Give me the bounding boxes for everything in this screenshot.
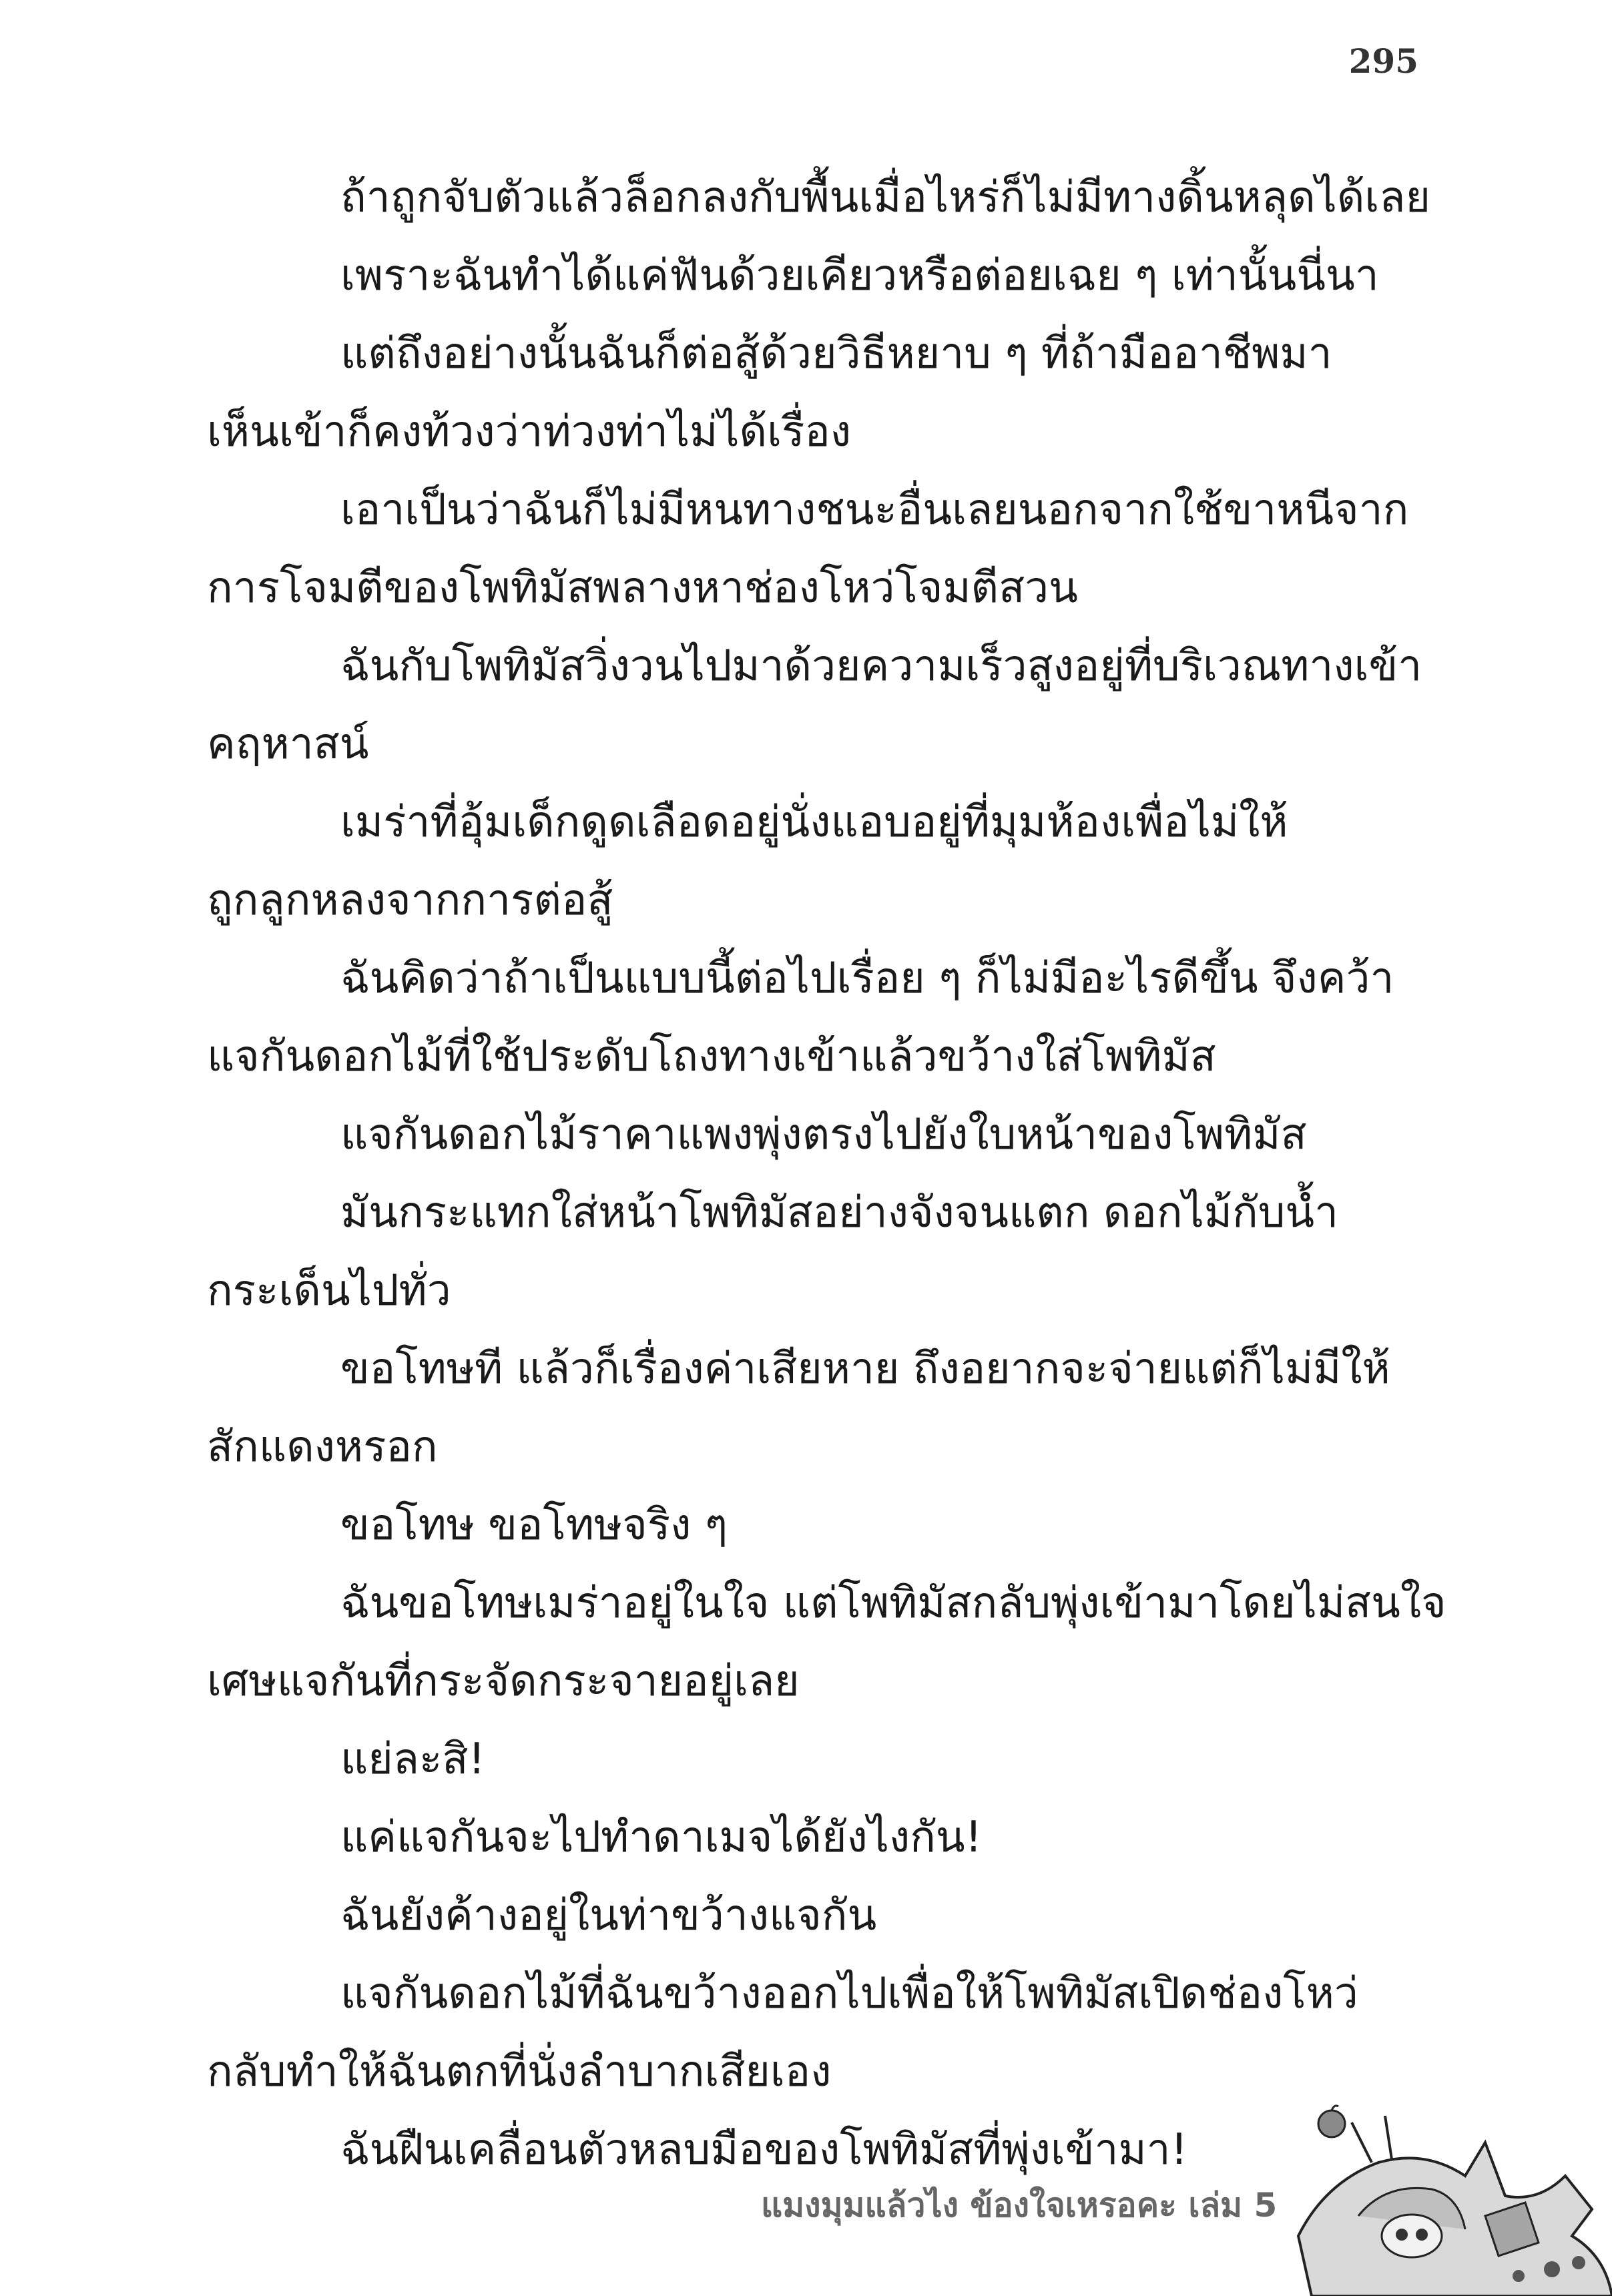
paragraph [207,237,1408,315]
text-line: ถ้าถูกจับตัวแล้วล็อกลงกับพื้นเมื่อไหร่ก็ไม่มีทางดิ้นหลุดได้เลย [340,173,1430,222]
page-number: 295 [1348,41,1418,81]
text-line: เอาเป็นว่าฉันก็ไม่มีหนทางชนะอื่นเลยนอกจากใช้ขาหนีจาก [340,485,1409,535]
text-line: ขอโทษ ขอโทษจริง ๆ [340,1500,728,1550]
text-line: ฉันยังค้างอยู่ในท่าขว้างแจกัน [340,1891,877,1940]
text-line: การโจมตีของโพทิมัสพลางหาช่องโหว่โจมตีสวน [207,563,1078,613]
text-line: แจกันดอกไม้ที่ฉันขว้างออกไปเพื่อให้โพทิมัสเปิดช่องโหว่ [340,1969,1358,2018]
paragraph [207,1096,1408,1174]
paragraph [207,1330,1408,1486]
text-line: มันกระแทกใส่หน้าโพทิมัสอย่างจังจนแตก ดอกไม้กับน้ำ [340,1188,1339,1237]
paragraph [207,471,1408,627]
paragraph [207,1486,1408,1564]
paragraph [207,1564,1446,1721]
text-line: แค่แจกันจะไปทำดาเมจได้ยังไงกัน! [340,1813,983,1862]
text-line: แต่ถึงอย่างนั้นฉันก็ต่อสู้ด้วยวิธีหยาบ ๆ ที่ถ้ามืออาชีพมา [340,329,1332,378]
text-line: กระเด็นไปทั่ว [207,1266,451,1316]
paragraph [207,940,1408,1096]
text-line: ขอโทษที แล้วก็เรื่องค่าเสียหาย ถึงอยากจะจ่ายแต่ก็ไม่มีให้ [340,1344,1390,1394]
paragraph [207,1955,1408,2111]
text-line: เมร่าที่อุ้มเด็กดูดเลือดอยู่นั่งแอบอยู่ที่มุมห้องเพื่อไม่ให้ [340,798,1288,847]
paragraph [207,627,1422,784]
text-line: แจกันดอกไม้ราคาแพงพุ่งตรงไปยังใบหน้าของโพทิมัส [340,1110,1307,1159]
paragraph [207,784,1408,940]
text-line: เห็นเข้าก็คงท้วงว่าท่วงท่าไม่ได้เรื่อง [207,407,851,457]
spider-mascot-icon [1285,2102,1612,2296]
body-text [207,159,1446,2189]
text-line: สักแดงหรอก [207,1422,438,1472]
text-line: ฉันขอโทษเมร่าอยู่ในใจ แต่โพทิมัสกลับพุ่งเข้ามาโดยไม่สนใจ [340,1579,1446,1628]
text-line: แย่ละสิ! [340,1735,486,1784]
text-line: คฤหาสน์ [207,720,369,769]
text-line: เศษแจกันที่กระจัดกระจายอยู่เลย [207,1657,800,1706]
footer-book-title: แมงมุมแล้วไง ข้องใจเหรอคะ เล่ม 5 [761,2186,1278,2225]
text-line: ฉันคิดว่าถ้าเป็นแบบนี้ต่อไปเรื่อย ๆ ก็ไม่มีอะไรดีขึ้น จึงคว้า [340,954,1394,1003]
text-line: ฉันกับโพทิมัสวิ่งวนไปมาด้วยความเร็วสูงอยู่ที่บริเวณทางเข้า [340,641,1422,691]
text-line: ฉันฝืนเคลื่อนตัวหลบมือของโพทิมัสที่พุ่งเข้ามา! [340,2125,1188,2175]
text-line: เพราะฉันทำได้แค่ฟันด้วยเคียวหรือต่อยเฉย ๆ เท่านั้นนี่นา [340,251,1379,300]
paragraph [207,315,1408,471]
paragraph [207,159,1430,237]
paragraph [207,1721,1408,1799]
text-line: กลับทำให้ฉันตกที่นั่งลำบากเสียเอง [207,2047,832,2096]
paragraph [207,1799,1408,1877]
paragraph [207,2111,1408,2189]
text-line: แจกันดอกไม้ที่ใช้ประดับโถงทางเข้าแล้วขว้างใส่โพทิมัส [207,1032,1216,1081]
paragraph [207,1174,1408,1330]
paragraph [207,1877,1408,1955]
text-line: ถูกลูกหลงจากการต่อสู้ [207,876,613,925]
